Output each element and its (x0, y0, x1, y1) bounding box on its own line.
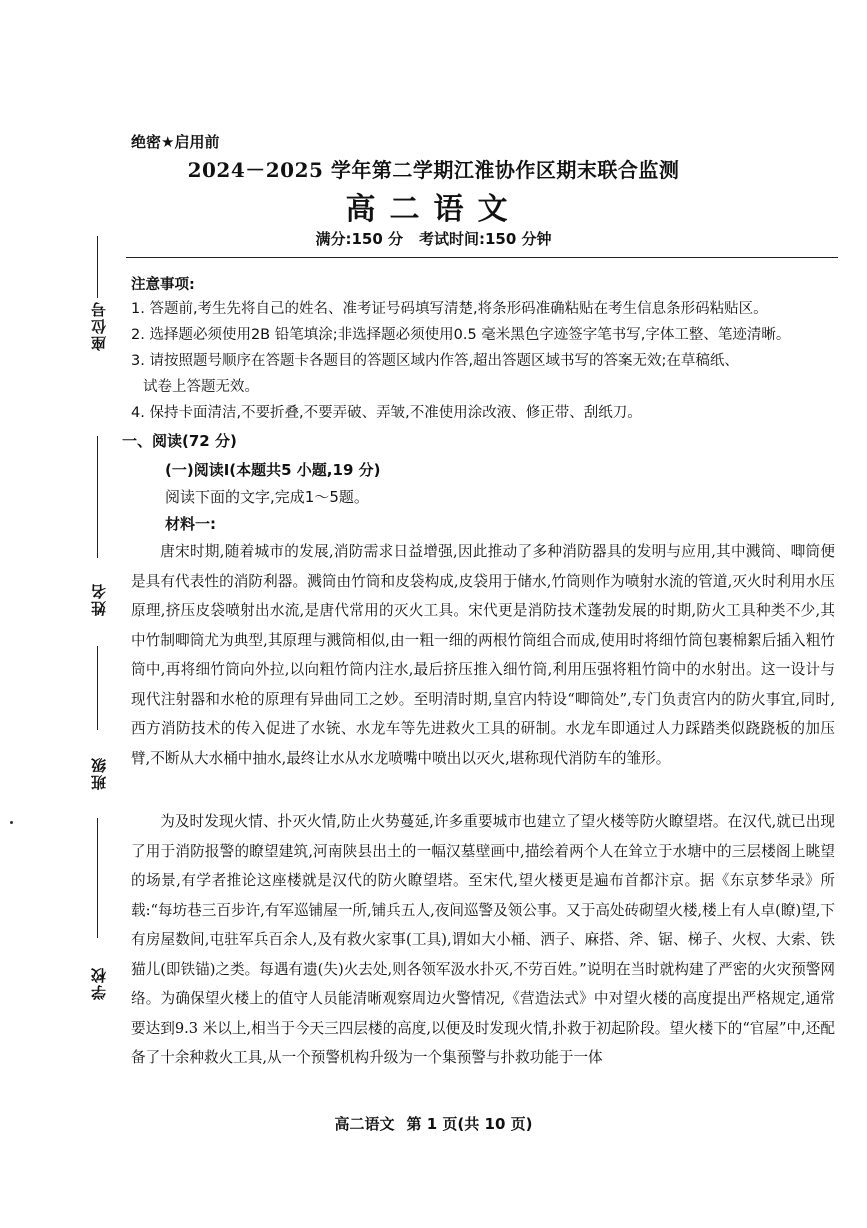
exam-time: 考试时间:150 分钟 (419, 230, 552, 248)
notice-item: 4. 保持卡面清洁,不要折叠,不要弄破、弄皱,不准使用涂改液、修正带、刮纸刀。 (131, 405, 642, 421)
exam-meta (0, 228, 867, 249)
binding-margin (50, 236, 110, 1016)
exam-title: 2024－2025 学年第二学期江淮协作区期末联合监测 (187, 158, 680, 182)
notice-heading: 注意事项: (131, 277, 195, 293)
notice-item-continued: 试卷上答题无效。 (143, 379, 259, 395)
full-score: 满分:150 分 (315, 230, 403, 248)
body-paragraph: 为及时发现火情、扑灭火情,防止火势蔓延,许多重要城市也建立了望火楼等防火瞭望塔。在汉代,就已出现了用于消防报警的瞭望建筑,河南陕县出土的一幅汉墓壁画中,描绘着两个人在耸立于水塘中的三层楼阁上眺望的场景,有学者推论这座楼就是汉代的防火瞭望塔。至宋代,望火楼更是遍布首都汴京。据《东京梦华录》所载:“每坊巷三百步许,有军巡铺屋一所,铺兵五人,夜间巡警及领公事。又于高处砖砌望火楼,楼上有人卓(瞭)望,下有房屋数间,屯驻军兵百余人,及有救火家事(工具),谓如大小桶、洒子、麻搭、斧、锯、梯子、火杈、大索、铁猫儿(即铁锚)之类。每遇有遗(失)火去处,则各领军汲水扑灭,不劳百姓。”说明在当时就构建了严密的火灾预警网络。为确保望火楼上的值守人员能清晰观察周边火警情况,《营造法式》中对望火楼的高度提出严格规定,通常要达到9.3 米以上,相当于今天三四层楼的高度,以便及时发现火情,扑救于初起阶段。望火楼下的“官屋”中,还配备了十余种救火工具,从一个预警机构升级为一个集预警与扑救功能于一体 (131, 813, 835, 1066)
section-title: 一、阅读(72 分) (122, 432, 237, 450)
notice-block (131, 274, 843, 426)
margin-line (97, 646, 98, 730)
header-divider (126, 257, 838, 258)
page-footer (0, 1113, 867, 1134)
material-label: 材料一: (165, 515, 216, 533)
body-paragraph: 唐宋时期,随着城市的发展,消防需求日益增强,因此推动了多种消防器具的发明与应用,其中溅筒、唧筒便是具有代表性的消防利器。溅筒由竹筒和皮袋构成,皮袋用于储水,竹筒则作为喷射水流的管道,灭火时利用水压原理,挤压皮袋喷射出水流,是唐代常用的灭火工具。宋代更是消防技术蓬勃发展的时期,防火工具种类不少,其中竹制唧筒尤为典型,其原理与溅筒相似,由一粗一细的两根竹筒组合而成,使用时将细竹筒包裹棉絮后插入粗竹筒中,再将细竹筒向外拉,以向粗竹筒内注水,最后挤压推入细竹筒,利用压强将粗竹筒中的水射出。这一设计与现代注射器和水枪的原理有异曲同工之妙。至明清时期,皇宫内特设“唧筒处”,专门负责宫内的防火事宜,同时,西方消防技术的传入促进了水铳、水龙车等先进救火工具的研制。水龙车即通过人力踩踏类似跷跷板的加压臂,不断从大水桶中抽水,最终让水从水龙喷嘴中喷出以灭火,堪称现代消防车的雏形。 (131, 543, 835, 767)
margin-line (97, 436, 98, 558)
subject-title: 高二语文 (345, 192, 522, 227)
notice-item: 3. 请按照题号顺序在答题卡各题目的答题区域内作答,超出答题区域书写的答案无效;在草稿纸、 (131, 353, 739, 369)
footer-subject: 高二语文 (334, 1115, 395, 1133)
scan-speck (10, 821, 13, 824)
confidential-mark: 绝密★启用前 (131, 133, 220, 151)
notice-item: 1. 答题前,考生先将自己的姓名、准考证号码填写清楚,将条形码准确粘贴在考生信息条形码粘贴区。 (131, 301, 768, 317)
page-number: 第 1 页(共 10 页) (406, 1115, 533, 1133)
part-title: (一)阅读Ⅰ(本题共5 小题,19 分) (165, 461, 381, 479)
school-label: 学校 (90, 966, 108, 1000)
seat-number-label: 座位号 (90, 300, 108, 351)
class-label: 班级 (90, 756, 108, 790)
reading-instruction: 阅读下面的文字,完成1～5题。 (165, 488, 369, 506)
margin-line (97, 818, 98, 938)
notice-item: 2. 选择题必须使用2B 铅笔填涂;非选择题必须使用0.5 毫米黑色字迹签字笔书写,字体工整、笔迹清晰。 (131, 327, 791, 343)
name-label: 姓名 (90, 582, 108, 616)
